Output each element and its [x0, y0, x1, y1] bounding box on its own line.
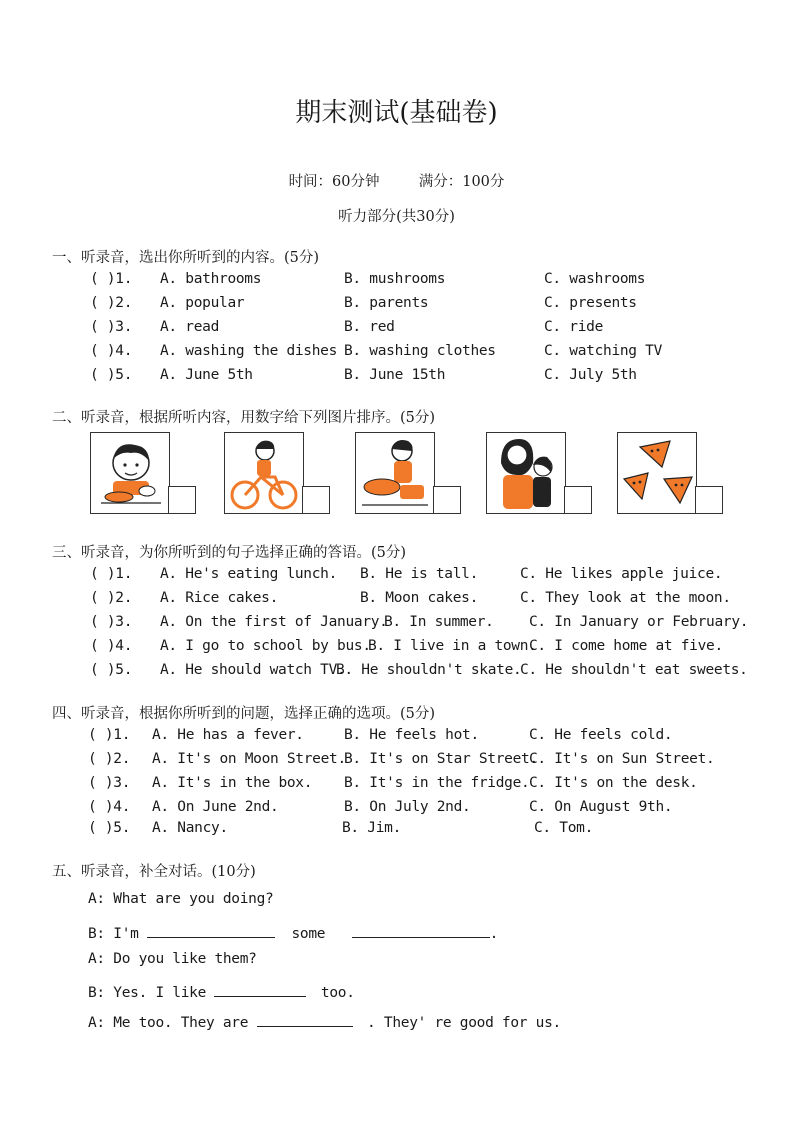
page-title: 期末测试(基础卷)	[295, 98, 498, 128]
question-number[interactable]: ( )3.	[90, 319, 133, 335]
part4-heading: 四、听录音，根据你所听到的问题，选择正确的选项。(5分)	[52, 706, 436, 722]
option-c[interactable]: C. presents	[544, 295, 637, 311]
dialogue-line	[88, 982, 355, 1001]
option-c[interactable]: C. It's on the desk.	[529, 775, 698, 791]
part5-heading: 五、听录音，补全对话。(10分)	[52, 864, 256, 880]
boy-washing-icon	[355, 432, 435, 514]
option-b[interactable]: B. red	[344, 319, 395, 335]
option-b[interactable]: B. He shouldn't skate.	[336, 662, 522, 678]
option-c[interactable]: C. washrooms	[544, 271, 646, 287]
answer-blank[interactable]	[352, 923, 490, 938]
answer-box[interactable]	[168, 486, 196, 514]
option-b[interactable]: B. parents	[344, 295, 429, 311]
option-c[interactable]: C. He likes apple juice.	[520, 566, 723, 582]
listening-header: 听力部分(共30分)	[338, 209, 455, 225]
answer-box[interactable]	[302, 486, 330, 514]
option-c[interactable]: C. July 5th	[544, 367, 637, 383]
dialogue-text: some	[291, 926, 326, 942]
dialogue-line	[88, 1012, 561, 1031]
answer-box[interactable]	[695, 486, 723, 514]
question-number[interactable]: ( )2.	[90, 295, 133, 311]
option-b[interactable]: B. On July 2nd.	[344, 799, 471, 815]
question-number[interactable]: ( )1.	[90, 271, 133, 287]
option-c[interactable]: C. I come home at five.	[529, 638, 723, 654]
answer-blank[interactable]	[214, 982, 306, 997]
option-c[interactable]: C. In January or February.	[529, 614, 749, 630]
dialogue-text: . They' re good for us.	[367, 1015, 561, 1031]
option-b[interactable]: B. I live in a town.	[368, 638, 537, 654]
option-b[interactable]: B. June 15th	[344, 367, 446, 383]
option-b[interactable]: B. Jim.	[342, 820, 402, 836]
option-a[interactable]: A. washing the dishes	[160, 343, 338, 359]
full-score: 满分：100分	[418, 174, 505, 190]
mother-daughter-icon	[486, 432, 566, 514]
option-b[interactable]: B. He feels hot.	[344, 727, 479, 743]
dialogue-text: B: I'm	[88, 926, 139, 942]
dialogue-text: .	[489, 926, 499, 942]
option-a[interactable]: A. He's eating lunch.	[160, 566, 338, 582]
option-a[interactable]: A. bathrooms	[160, 271, 262, 287]
option-b[interactable]: B. It's on Star Street.	[344, 751, 538, 767]
option-b[interactable]: B. He is tall.	[360, 566, 479, 582]
part2-heading: 二、听录音，根据所听内容，用数字给下列图片排序。(5分)	[52, 410, 436, 426]
question-number[interactable]: ( )5.	[90, 367, 133, 383]
question-number[interactable]: ( )4.	[90, 343, 133, 359]
option-c[interactable]: C. He feels cold.	[529, 727, 673, 743]
answer-box[interactable]	[564, 486, 592, 514]
option-a[interactable]: A. I go to school by bus.	[160, 638, 371, 654]
dialogue-text: A: Me too. They are	[88, 1015, 249, 1031]
option-c[interactable]: C. ride	[544, 319, 604, 335]
rice-dumplings-icon	[617, 432, 697, 514]
boy-riding-bike-icon	[224, 432, 304, 514]
boy-eating-icon	[90, 432, 170, 514]
dialogue-text: B: Yes. I like	[88, 985, 207, 1001]
option-a[interactable]: A. Nancy.	[152, 820, 228, 836]
dialogue-text: too.	[320, 985, 355, 1001]
option-c[interactable]: C. Tom.	[534, 820, 594, 836]
option-b[interactable]: B. In summer.	[384, 614, 494, 630]
option-c[interactable]: C. He shouldn't eat sweets.	[520, 662, 748, 678]
option-a[interactable]: A. On the first of January.	[160, 614, 388, 630]
option-a[interactable]: A. He should watch TV.	[160, 662, 346, 678]
option-b[interactable]: B. washing clothes	[344, 343, 496, 359]
answer-blank[interactable]	[257, 1012, 353, 1027]
option-c[interactable]: C. watching TV	[544, 343, 663, 359]
option-a[interactable]: A. On June 2nd.	[152, 799, 279, 815]
option-a[interactable]: A. It's in the box.	[152, 775, 313, 791]
question-number[interactable]: ( )2.	[90, 590, 133, 606]
option-a[interactable]: A. read	[160, 319, 220, 335]
question-number[interactable]: ( )4.	[90, 638, 133, 654]
option-a[interactable]: A. June 5th	[160, 367, 253, 383]
question-number[interactable]: ( )1.	[88, 727, 131, 743]
dialogue-line	[88, 923, 498, 942]
option-a[interactable]: A. It's on Moon Street.	[152, 751, 346, 767]
question-number[interactable]: ( )3.	[90, 614, 133, 630]
answer-blank[interactable]	[147, 923, 275, 938]
question-number[interactable]: ( )4.	[88, 799, 131, 815]
answer-box[interactable]	[433, 486, 461, 514]
option-b[interactable]: B. Moon cakes.	[360, 590, 479, 606]
question-number[interactable]: ( )1.	[90, 566, 133, 582]
time-score-line	[0, 170, 793, 191]
question-number[interactable]: ( )3.	[88, 775, 131, 791]
option-c[interactable]: C. They look at the moon.	[520, 590, 731, 606]
option-a[interactable]: A. He has a fever.	[152, 727, 304, 743]
time-limit: 时间：60分钟	[288, 174, 380, 190]
option-c[interactable]: C. It's on Sun Street.	[529, 751, 715, 767]
question-number[interactable]: ( )5.	[90, 662, 133, 678]
question-number[interactable]: ( )2.	[88, 751, 131, 767]
part1-heading: 一、听录音，选出你所听到的内容。(5分)	[52, 250, 320, 266]
question-number[interactable]: ( )5.	[88, 820, 131, 836]
option-b[interactable]: B. mushrooms	[344, 271, 446, 287]
option-b[interactable]: B. It's in the fridge.	[344, 775, 530, 791]
option-c[interactable]: C. On August 9th.	[529, 799, 673, 815]
dialogue-line: A: What are you doing?	[88, 891, 274, 907]
option-a[interactable]: A. popular	[160, 295, 245, 311]
option-a[interactable]: A. Rice cakes.	[160, 590, 279, 606]
part3-heading: 三、听录音，为你所听到的句子选择正确的答语。(5分)	[52, 545, 407, 561]
dialogue-line: A: Do you like them?	[88, 951, 257, 967]
